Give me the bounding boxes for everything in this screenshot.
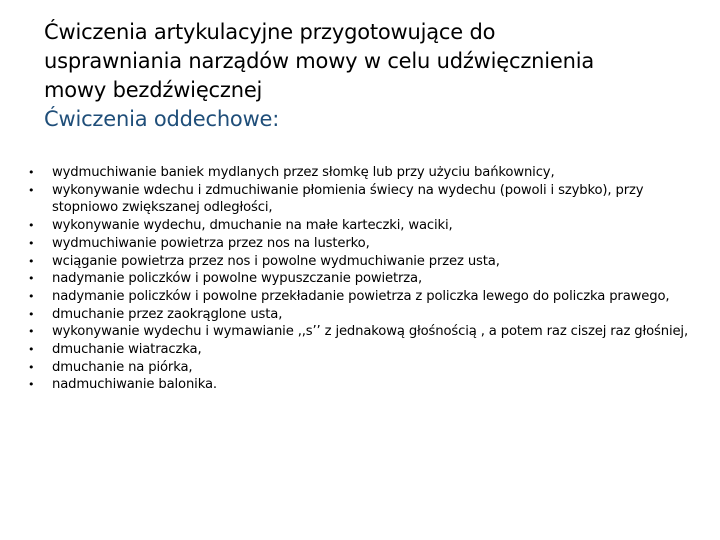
list-item-text: wciąganie powietrza przez nos i powolne wydmuchiwanie przez usta,: [52, 253, 500, 269]
slide-title: [44, 18, 704, 134]
list-item-text: wykonywanie wydechu i wymawianie ,,s’’ z jednakową głośnością , a potem raz ciszej raz głośniej,: [52, 324, 688, 340]
bullet-icon: •: [28, 307, 35, 321]
list-item: [0, 217, 720, 235]
list-item: [0, 253, 720, 271]
list-item-text: wykonywanie wdechu i zdmuchiwanie płomienia świecy na wydechu (powoli i szybko), przy stopniowo zwiększanej odległości,: [52, 182, 644, 216]
list-item: [0, 323, 720, 341]
bullet-icon: •: [28, 360, 35, 374]
bullet-icon: •: [28, 166, 35, 179]
list-item: [0, 341, 720, 359]
list-item-text: dmuchanie przez zaokrąglone usta,: [52, 306, 283, 322]
list-item-text: nadymanie policzków i powolne przekładanie powietrza z policzka lewego do policzka prawego,: [52, 288, 670, 304]
list-item-text: dmuchanie wiatraczka,: [52, 342, 202, 358]
bullet-icon: •: [28, 272, 35, 286]
list-item: [0, 359, 720, 377]
bullet-icon: •: [28, 254, 35, 268]
list-item-text: nadymanie policzków i powolne wypuszczanie powietrza,: [52, 271, 423, 287]
list-item: [0, 376, 720, 394]
bullet-icon: •: [28, 289, 35, 303]
slide-subtitle: Ćwiczenia oddechowe:: [44, 107, 280, 131]
title-line: usprawniania narządów mowy w celu udźwięcznienia: [44, 49, 595, 73]
list-item: [0, 270, 720, 288]
bullet-icon: •: [28, 183, 35, 197]
title-line: mowy bezdźwięcznej: [44, 78, 263, 102]
bullet-icon: •: [28, 219, 35, 233]
list-item-text: wydmuchiwanie powietrza przez nos na lusterko,: [52, 235, 370, 251]
list-item: [0, 182, 720, 217]
list-item: [0, 288, 720, 306]
bullet-icon: •: [28, 325, 35, 339]
list-item-text: nadmuchiwanie balonika.: [52, 377, 217, 393]
list-item-text: dmuchanie na piórka,: [52, 359, 193, 375]
list-item-text: wykonywanie wydechu, dmuchanie na małe karteczki, waciki,: [52, 218, 453, 234]
bullet-icon: •: [28, 236, 35, 250]
list-item-text: wydmuchiwanie baniek mydlanych przez słomkę lub przy użyciu bańkownicy,: [52, 165, 555, 180]
bullet-icon: •: [28, 343, 35, 357]
list-item: [0, 306, 720, 324]
list-item: [0, 235, 720, 253]
title-line: Ćwiczenia artykulacyjne przygotowujące do: [44, 20, 496, 44]
bullet-list: [0, 164, 720, 394]
bullet-icon: •: [28, 378, 35, 392]
list-item: [0, 164, 720, 182]
